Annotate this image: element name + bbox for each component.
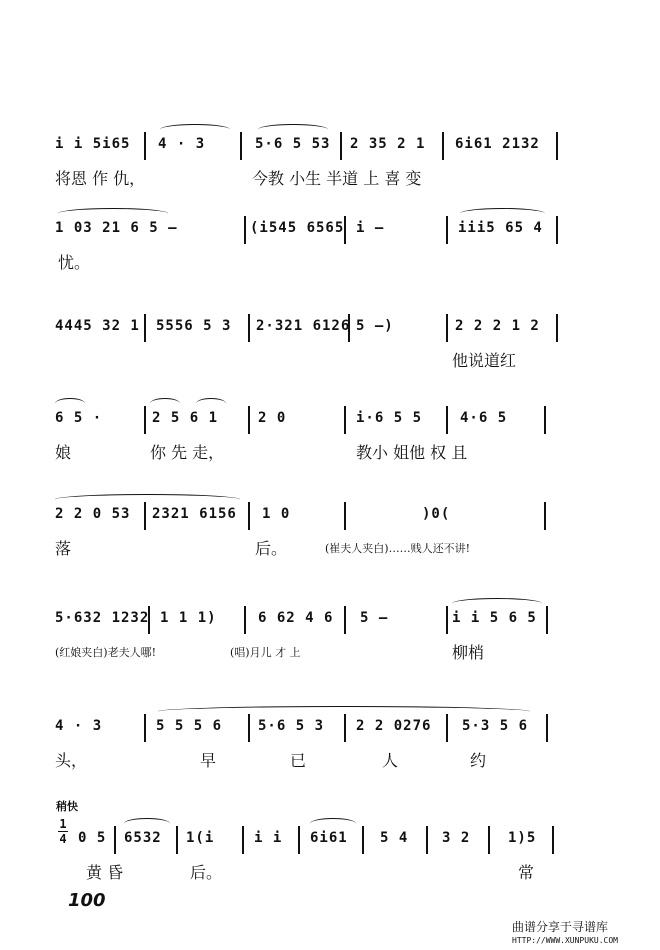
watermark-url: HTTP://WWW.XUNPUKU.COM	[512, 936, 618, 945]
barline	[546, 606, 548, 634]
lyric-spoken: (崔夫人夹白)……贱人还不讲!	[325, 542, 471, 555]
slur	[310, 818, 356, 829]
slur	[55, 494, 240, 505]
measure: )0(	[422, 506, 451, 522]
barline	[144, 406, 146, 434]
lyric: 后。	[255, 539, 288, 558]
lyric: (唱)月儿 才 上	[230, 646, 301, 659]
barline	[446, 606, 448, 634]
lyric: 柳梢	[452, 643, 485, 662]
barline	[298, 826, 300, 854]
measure: i·6 5 5	[356, 410, 423, 426]
measure: 2 35 2 1	[350, 136, 426, 152]
barline	[248, 714, 250, 742]
system-3	[0, 314, 660, 374]
measure: i i 5 6 5	[452, 610, 537, 626]
watermark-title: 曲谱分享于寻谱库	[512, 920, 609, 934]
measure: 5·6 5 53	[255, 136, 331, 152]
slur	[124, 818, 170, 829]
measure: 2 2 2 1 2	[455, 318, 540, 334]
measure: 4445 32 1	[55, 318, 140, 334]
measure: 3 2	[442, 830, 471, 846]
barline	[446, 216, 448, 244]
barline	[144, 132, 146, 160]
time-signature-top: 1	[59, 817, 67, 831]
lyric: 你 先 走，	[150, 443, 225, 462]
slur	[160, 124, 230, 135]
barline	[442, 132, 444, 160]
page-number: 100	[68, 890, 106, 911]
barline	[340, 132, 342, 160]
lyric: 常	[518, 863, 535, 882]
measure: 5 —)	[356, 318, 394, 334]
barline	[244, 216, 246, 244]
slur	[58, 208, 168, 219]
measure: 1(i	[186, 830, 215, 846]
measure: iii5 65 4	[458, 220, 543, 236]
barline	[242, 826, 244, 854]
lyric: 后。	[190, 863, 223, 882]
barline	[488, 826, 490, 854]
barline	[344, 606, 346, 634]
measure: 4 · 3	[158, 136, 206, 152]
barline	[144, 502, 146, 530]
measure: 4 · 3	[55, 718, 103, 734]
measure: 1)5	[508, 830, 537, 846]
barline	[344, 406, 346, 434]
lyric: 今教 小生 半道 上 喜 变	[252, 169, 422, 188]
measure: 5·3 5 6	[462, 718, 529, 734]
lyric: 落	[55, 539, 72, 558]
measure: i i 5i65	[55, 136, 131, 152]
barline	[362, 826, 364, 854]
measure: 5 4	[380, 830, 409, 846]
lyric: 教小 姐他 权 且	[356, 443, 468, 462]
measure: (i545 6565	[250, 220, 345, 236]
barline	[144, 314, 146, 342]
slur	[55, 398, 85, 409]
measure: 1 03 21 6 5 —	[55, 220, 178, 236]
barline	[144, 714, 146, 742]
measure: 0 5	[78, 830, 107, 846]
system-4	[0, 406, 660, 466]
barline	[556, 132, 558, 160]
measure: 2 2 0276	[356, 718, 432, 734]
measure: 5 5 5 6	[156, 718, 223, 734]
time-signature-bottom: 4	[59, 832, 67, 846]
system-2	[0, 216, 660, 276]
measure: i i	[254, 830, 283, 846]
lyric: 娘	[55, 443, 72, 462]
measure: 6i61 2132	[455, 136, 540, 152]
system-5	[0, 502, 660, 562]
measure: 6 5 ·	[55, 410, 103, 426]
lyric: 头，	[55, 751, 88, 770]
barline	[546, 714, 548, 742]
system-7	[0, 714, 660, 774]
measure: 4·6 5	[460, 410, 508, 426]
measure: 2321 6156	[152, 506, 237, 522]
slur	[452, 598, 542, 609]
lyric: 黄 昏	[86, 863, 124, 882]
barline	[446, 314, 448, 342]
system-8	[0, 826, 660, 886]
barline	[344, 714, 346, 742]
measure: 2 0	[258, 410, 287, 426]
slur	[258, 124, 328, 135]
barline	[248, 502, 250, 530]
barline	[544, 502, 546, 530]
measure: 6i61	[310, 830, 348, 846]
barline	[244, 606, 246, 634]
measure: 5556 5 3	[156, 318, 232, 334]
measure: 5·6 5 3	[258, 718, 325, 734]
barline	[556, 314, 558, 342]
lyric: 他说道红	[452, 351, 517, 370]
barline	[248, 406, 250, 434]
system-6	[0, 606, 660, 666]
measure: 1 0	[262, 506, 291, 522]
measure: 6532	[124, 830, 162, 846]
lyric-spoken: (红娘夹白)老夫人哪!	[55, 646, 157, 659]
slur	[158, 706, 530, 717]
barline	[446, 406, 448, 434]
barline	[240, 132, 242, 160]
lyric: 已	[290, 751, 307, 770]
measure: 1 1 1)	[160, 610, 217, 626]
lyric: 忧。	[58, 253, 91, 272]
slur	[196, 398, 226, 409]
measure: 2·321 6126	[256, 318, 351, 334]
barline	[348, 314, 350, 342]
barline	[344, 502, 346, 530]
barline	[556, 216, 558, 244]
tempo-mark: 稍快	[56, 800, 78, 813]
barline	[552, 826, 554, 854]
lyric: 早	[200, 751, 217, 770]
slur	[460, 208, 545, 219]
barline	[544, 406, 546, 434]
lyric: 约	[470, 751, 487, 770]
barline	[176, 826, 178, 854]
measure: 5 —	[360, 610, 389, 626]
barline	[114, 826, 116, 854]
barline	[148, 606, 150, 634]
measure: 2 5 6 1	[152, 410, 219, 426]
measure: 6 62 4 6	[258, 610, 334, 626]
barline	[446, 714, 448, 742]
barline	[344, 216, 346, 244]
barline	[248, 314, 250, 342]
lyric: 人	[382, 751, 399, 770]
barline	[426, 826, 428, 854]
system-1	[0, 132, 660, 192]
measure: i —	[356, 220, 385, 236]
measure: 5·632 1232	[55, 610, 150, 626]
measure: 2 2 0 53	[55, 506, 131, 522]
lyric: 将恩 作 仇，	[55, 169, 146, 188]
slur	[150, 398, 180, 409]
